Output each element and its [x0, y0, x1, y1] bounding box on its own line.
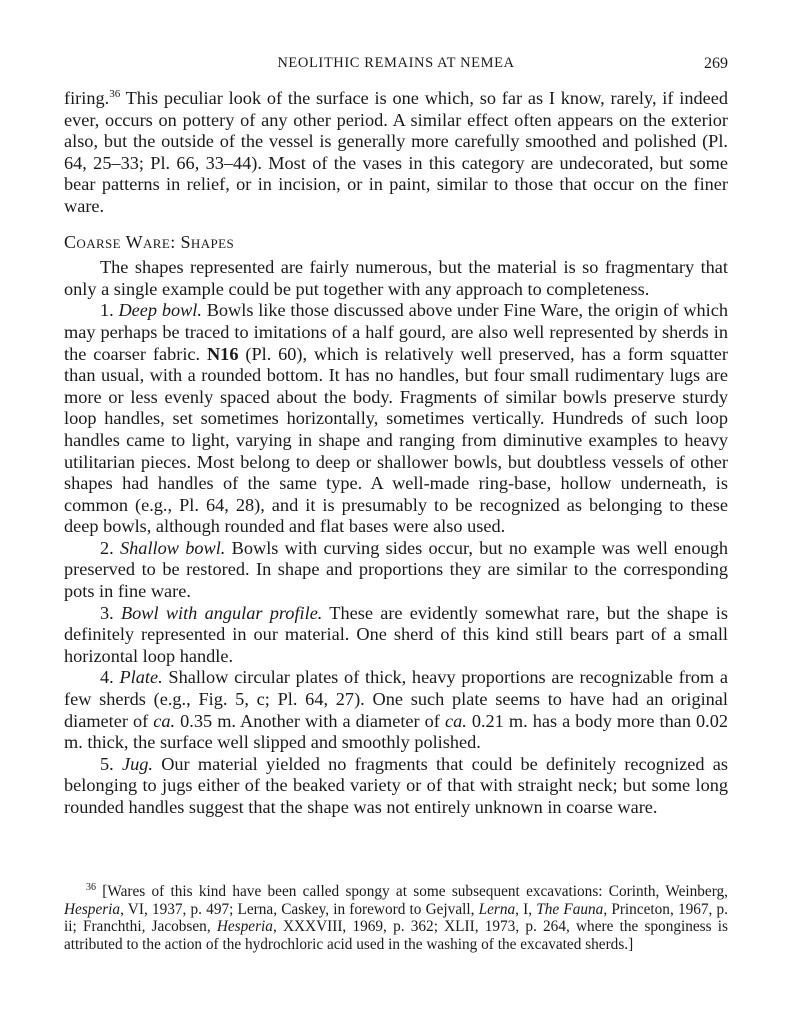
journal-title: Hesperia: [64, 900, 121, 918]
item-number: 5.: [100, 753, 122, 774]
item-title: Shallow bowl.: [120, 537, 226, 558]
catalog-reference: N16: [206, 343, 239, 364]
footnote-text: , I,: [515, 900, 537, 918]
item-number: 3.: [100, 602, 121, 623]
item-text: 0.35 m. Another with a diameter of: [175, 710, 445, 731]
item-number: 4.: [100, 667, 120, 688]
book-title: The Fauna: [536, 900, 604, 918]
item-text: (Pl. 60), which is relatively well preserved, has a form squatter than usual, with a rounded bottom. It has no handles, but four small rudimentary lugs are more or less evenly spaced about the body. Fragments of similar bowls preserve sturdy loop handles, set sometimes horizontally, sometimes vertically. Hundreds of such loop handles came to light, varying in shape and ranging from diminutive examples to heavy utilitarian pieces. Most belong to deep or shallower bowls, but doubtless vessels of other shapes had handles of the same type. A well-made ring-base, hollow underneath, is common (e.g., Pl. 64, 28), and it is presumably to be recognized as belonging to these deep bowls, although rounded and flat bases were also used.: [64, 343, 728, 537]
deep-bowl-paragraph: [64, 300, 728, 538]
footnote-reference[interactable]: 36: [109, 87, 121, 100]
footnote-text: [Wares of this kind have been called spongy at some subsequent excavations: Corinth, Weinberg,: [96, 883, 728, 900]
item-title: Deep bowl.: [118, 300, 202, 321]
jug-paragraph: [64, 754, 728, 819]
item-title: Bowl with angular profile.: [120, 602, 323, 623]
item-text: Shallow circular plates of thick, heavy proportions are recognizable from a few sherds (e.g., Fig. 5, c; Pl. 64, 27). One such plate seems to have had an original diameter of: [64, 667, 729, 731]
item-text: Bowls with curving sides occur, but no example was well enough preserved to be restored. In shape and proportions they are similar to the corresponding pots in fine ware.: [64, 537, 729, 602]
book-title: Lerna: [478, 900, 516, 918]
footnote-text: , Princeton, 1967, p. ii; Franchthi, Jacobsen,: [64, 900, 728, 936]
journal-title: Hesperia: [216, 918, 273, 936]
body-text: [64, 88, 728, 819]
section-heading: Coarse Ware: Shapes: [64, 231, 235, 252]
item-text: Our material yielded no fragments that could be definitely recognized as belonging to jugs either of the beaked variety or of that with straight neck; but some long rounded handles suggest that the shape was not entirely unknown in coarse ware.: [64, 753, 729, 817]
running-title: NEOLITHIC REMAINS AT NEMEA: [277, 55, 515, 71]
item-number: 1.: [100, 300, 119, 321]
shallow-bowl-paragraph: [64, 538, 728, 603]
item-title: Jug.: [121, 753, 153, 774]
footnote-number: 36: [86, 881, 96, 893]
angular-bowl-paragraph: [64, 603, 728, 668]
shapes-intro-paragraph: The shapes represented are fairly numerous, but the material is so fragmentary that only a single example could be put together with any approach to completeness.: [64, 257, 728, 299]
item-text: These are evidently somewhat rare, but the shape is definitely represented in our material. One sherd of this kind still bears part of a small horizontal loop handle.: [64, 602, 728, 666]
intro-text-rest: This peculiar look of the surface is one which, so far as I know, rarely, if indeed ever, occurs on pottery of any other period. A similar effect often appears on the exterior also, but the outside of the vessel is generally more carefully smoothed and polished (Pl. 64, 25–33; Pl. 66, 33–44). Most of the vases in this category are undecorated, but some bear patterns in relief, or in incision, or in paint, similar to those that occur on the finer ware.: [64, 88, 728, 216]
item-text: Bowls like those discussed above under Fine Ware, the origin of which may perhaps be traced to imitations of a half gourd, are also well represented by sherds in the coarser fabric.: [64, 300, 728, 364]
footnote-text: , XXXVIII, 1969, p. 362; XLII, 1973, p. 264, where the sponginess is attributed to the action of the hydrochloric acid used in the washing of the excavated sherds.]: [64, 918, 728, 953]
item-number: 2.: [100, 537, 121, 558]
footnote-text: , VI, 1937, p. 497; Lerna, Caskey, in foreword to Gejvall,: [120, 900, 479, 918]
page-number: 269: [704, 55, 728, 72]
plate-paragraph: [64, 667, 728, 753]
footnote: [64, 883, 728, 953]
intro-text-start: firing.: [64, 88, 110, 108]
page-header: [64, 55, 728, 77]
item-text: 0.21 m. has a body more than 0.02 m. thick, the surface well slipped and smoothly polished.: [64, 710, 728, 753]
intro-paragraph: [64, 88, 728, 218]
circa-abbreviation: ca.: [444, 710, 467, 731]
circa-abbreviation: ca.: [153, 710, 176, 731]
item-title: Plate.: [119, 667, 163, 688]
